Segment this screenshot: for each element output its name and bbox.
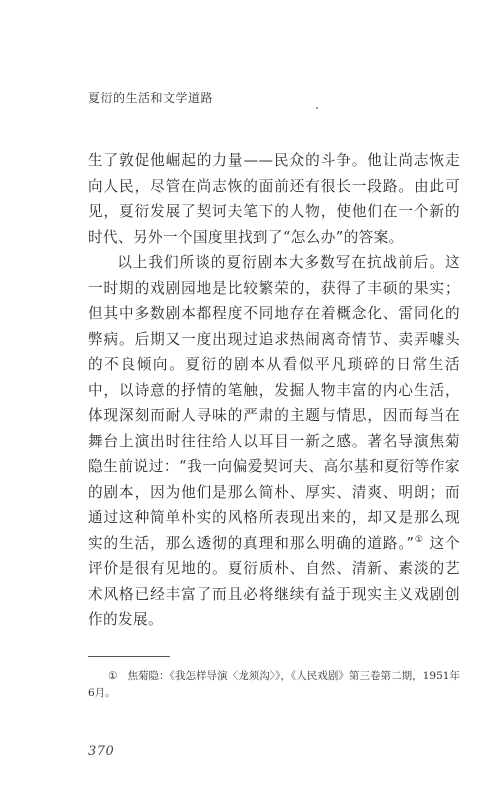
running-head: 夏衍的生活和文学道路 (88, 91, 214, 105)
body-text (88, 148, 460, 633)
footnote-divider (88, 656, 170, 657)
footnote-reference[interactable]: ① (414, 534, 424, 545)
paragraph-2-text: 以上我们所谈的夏衍剧本大多数写在抗战前后。这一时期的戏剧园地是比较繁荣的，获得了丰硕的果实；但其中多数剧本都程度不同地存在着概念化、雷同化的弊病。后期又一度出现过追求热闹离奇情节、卖弄噱头的不良倾向。夏衍的剧本从看似平凡琐碎的日常生活中，以诗意的抒情的笔触，发掘人物丰富的内心生活，体现深刻而耐人寻味的严肃的主题与情思，因而每当在舞台上演出时往往给人以耳目一新之感。著名导演焦菊隐生前说过：“我一向偏爱契诃夫、高尔基和夏衍等作家的剧本，因为他们是那么简朴、厚实、清爽、明朗；而通过这种简单朴实的风格所表现出来的，却又是那么现实的生活，那么透彻的真理和那么明确的道路。” (88, 254, 460, 552)
paragraph-1-text: 生了敦促他崛起的力量——民众的斗争。他让尚志恢走向人民，尽管在尚志恢的面前还有很长一段路。由此可见，夏衍发展了契诃夫笔下的人物，使他们在一个新的时代、另外一个国度里找到了“怎么办”的答案。 (88, 152, 460, 246)
page-number: 370 (88, 744, 115, 759)
paragraph-2-text-after: 这个评价是很有见地的。夏衍质朴、自然、清新、素淡的艺术风格已经丰富了而且必将继续有益于现实主义戏剧创作的发展。 (88, 534, 460, 628)
footnote-text: 焦菊隐：《我怎样导演〈龙须沟〉》，《人民戏剧》第三卷第二期，1951年6月。 (88, 670, 460, 699)
footnote (88, 668, 460, 702)
footnote-marker: ① (108, 670, 118, 682)
paragraph-2 (88, 250, 460, 633)
scan-speck (316, 107, 318, 109)
paragraph-1 (88, 148, 460, 250)
